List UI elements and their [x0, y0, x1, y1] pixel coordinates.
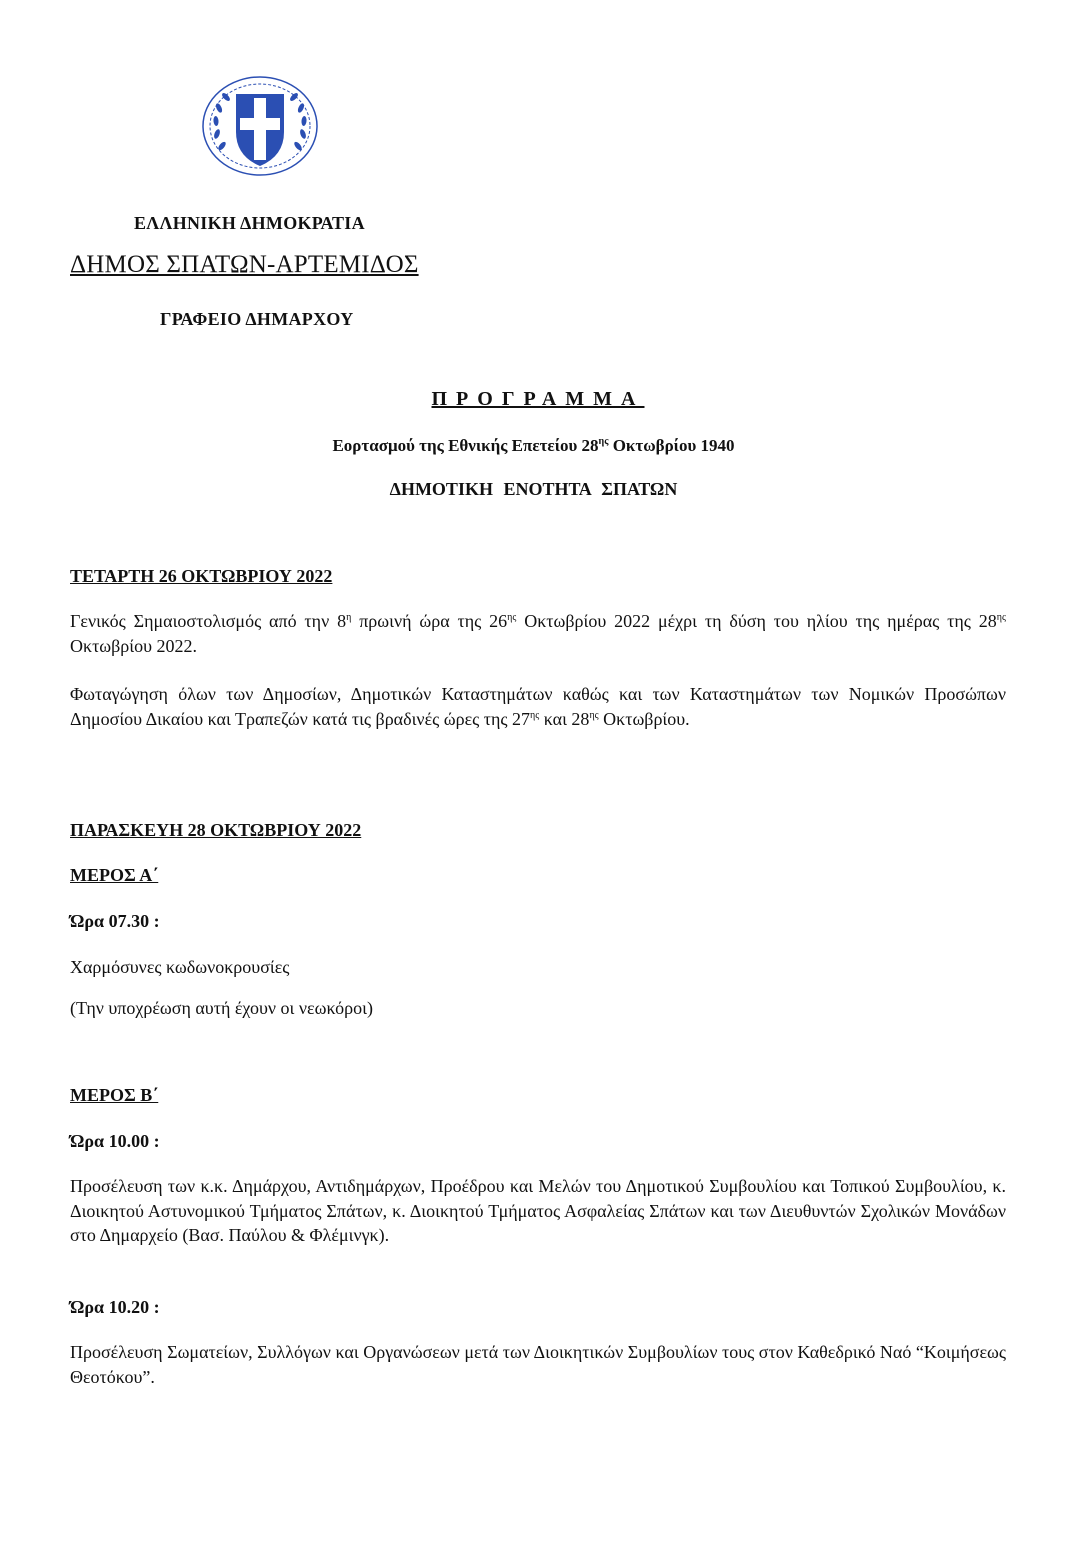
office-name: ΓΡΑΦΕΙΟ ΔΗΜΑΡΧΟΥ [160, 309, 354, 329]
day1-paragraph-2: Φωταγώγηση όλων των Δημοσίων, Δημοτικών Καταστημάτων καθώς και των Καταστημάτων των Νομικών Προσώπων Δημοσίου Δικαίου και Τραπεζών κατά τις βραδινές ώρες της $27^{\eta\varsigma}$ και $28^{\eta\varsigma}$ Οκτωβρίου. [70, 684, 1006, 729]
country-name: ΕΛΛΗΝΙΚΗ ΔΗΜΟΚΡΑΤΙΑ [134, 213, 365, 233]
part-b-heading: ΜΕΡΟΣ Β΄ [70, 1085, 159, 1105]
greek-coat-of-arms-icon [200, 74, 320, 178]
part-b-text-2: Προσέλευση Σωματείων, Συλλόγων και Οργανώσεων μετά των Διοικητικών Συμβουλίων τους στον Καθεδρικό Ναό “Κοιμήσεως Θεοτόκου”. [70, 1342, 1006, 1387]
part-a-line-2: (Την υποχρέωση αυτή έχουν οι νεωκόροι) [70, 998, 373, 1018]
day2-heading: ΠΑΡΑΣΚΕΥΗ 28 ΟΚΤΩΒΡΙΟΥ 2022 [70, 820, 362, 840]
part-b-text-1: Προσέλευση των κ.κ. Δημάρχου, Αντιδημάρχων, Προέδρου και Μελών του Δημοτικού Συμβουλίου και Τοπικού Συμβουλίου, κ. Διοικητού Αστυνομικού Τμήματος Σπάτων, κ. Διοικητού Τμήματος Ασφαλείας Σπάτων και των Διευθυντών Σχολικών Μονάδων στο Δημαρχείο (Βασ. Παύλου & Φλέμινγκ). [70, 1176, 1006, 1245]
document-title: ΠΡΟΓΡΑΜΜΑ [431, 388, 645, 410]
part-a-heading: ΜΕΡΟΣ Α΄ [70, 865, 159, 885]
municipal-unit: ΔΗΜΟΤΙΚΗ ΕΝΟΤΗΤΑ ΣΠΑΤΩΝ [389, 479, 678, 499]
part-b-time-1: Ώρα 10.00 : [70, 1131, 160, 1151]
part-a-time: Ώρα 07.30 : [70, 911, 160, 931]
part-a-line-1: Χαρμόσυνες κωδωνοκρουσίες [70, 957, 290, 977]
day1-paragraph-1: Γενικός Σημαιοστολισμός από την $8^\eta$ πρωινή ώρα της $26^{\eta\varsigma}$ Οκτωβρίου 2022 μέχρι τη δύση του ηλίου της ημέρας της $28^{\eta\varsigma}$ Οκτωβρίου 2022. [70, 611, 1006, 656]
document-subtitle: Εορτασμού της Εθνικής Επετείου $28^{\eta\varsigma}$ Οκτωβρίου 1940 [332, 436, 735, 455]
municipality-name: ΔΗΜΟΣ ΣΠΑΤΩΝ-ΑΡΤΕΜΙΔΟΣ [70, 251, 419, 278]
day1-heading: ΤΕΤΑΡΤΗ 26 ΟΚΤΩΒΡΙΟΥ 2022 [70, 566, 333, 586]
part-b-time-2: Ώρα 10.20 : [70, 1297, 160, 1317]
